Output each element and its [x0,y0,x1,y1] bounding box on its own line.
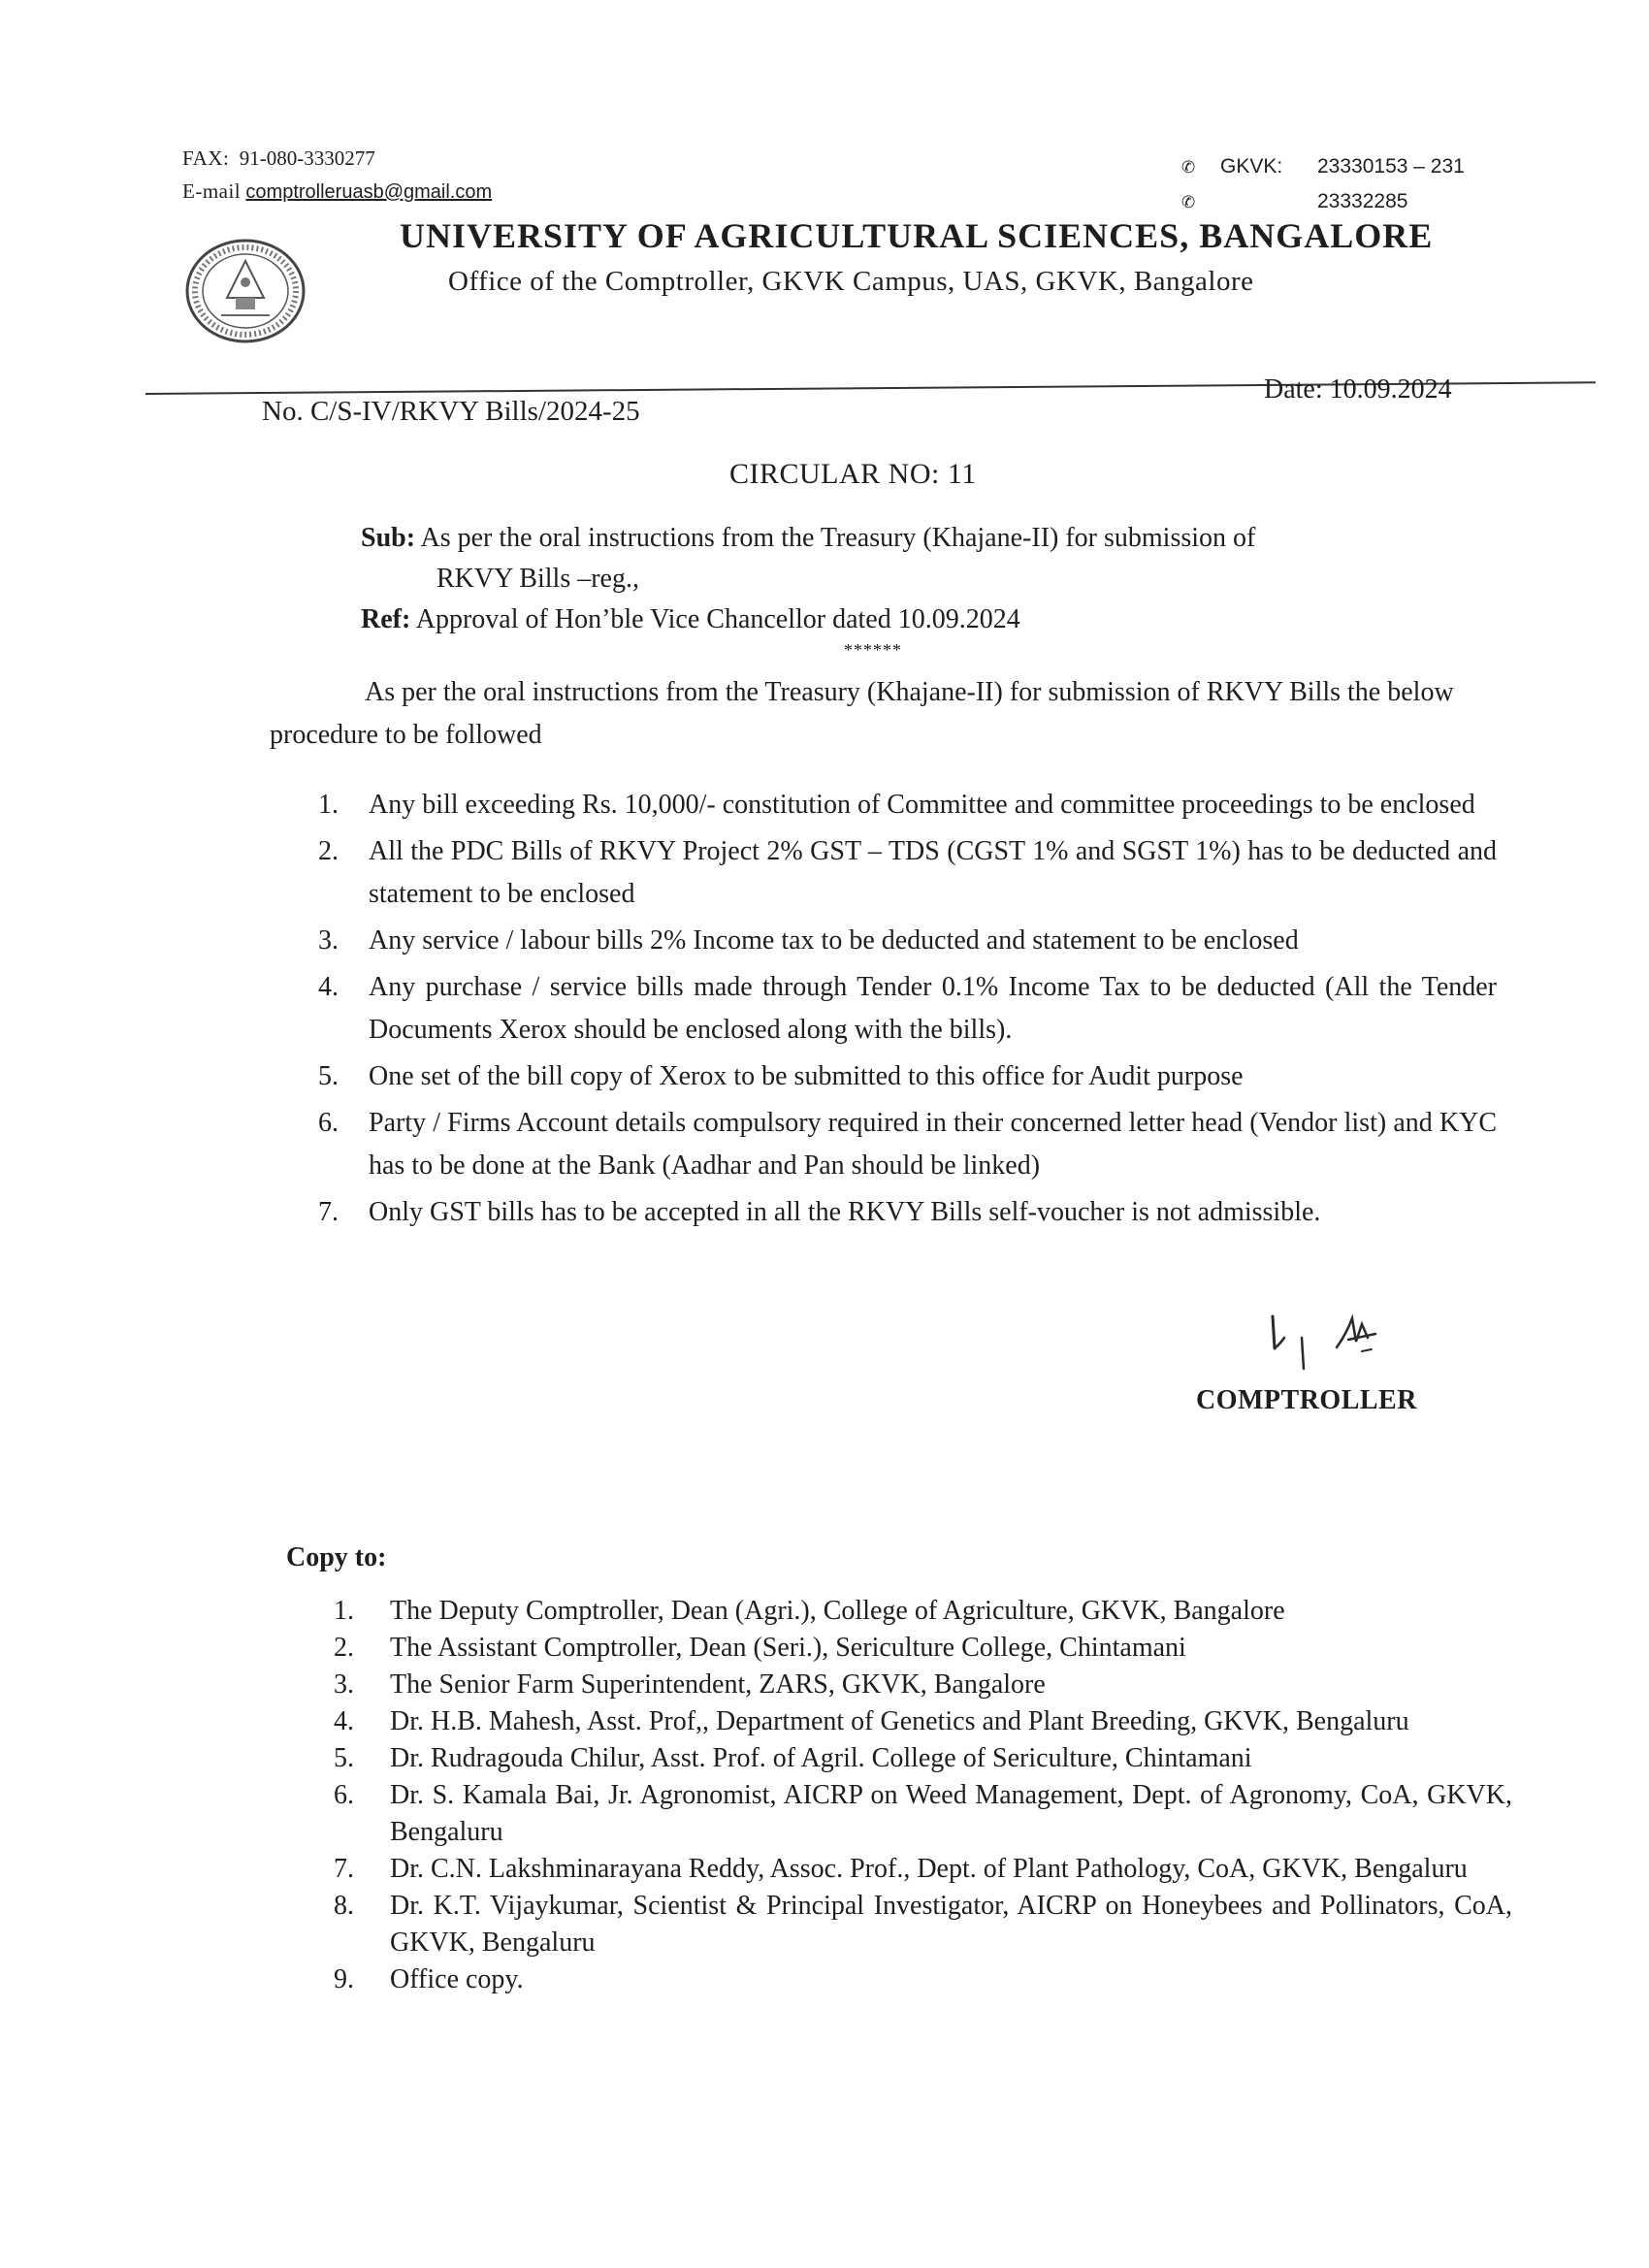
phone-icon: ✆ [1181,193,1196,211]
copy-to-list [334,1593,1512,1998]
phone-row-1 [1181,149,1560,184]
signature-mark [1261,1305,1406,1382]
date-label: Date: [1264,374,1323,405]
intro-paragraph: As per the oral instructions from the Treasury (Khajane-II) for submission of RKVY Bills the below procedure to be followed [270,677,1454,750]
circular-title: CIRCULAR NO: 11 [729,458,977,490]
list-item: 1. The Deputy Comptroller, Dean (Agri.), College of Agriculture, GKVK, Bangalore [334,1596,1285,1626]
date-value: 10.09.2024 [1329,374,1452,405]
phone-row-2 [1181,184,1560,219]
subject-block [361,518,1476,640]
list-item: 4. Dr. H.B. Mahesh, Asst. Prof,, Department of Genetics and Plant Breeding, GKVK, Bengaluru [334,1706,1409,1736]
copy-to-label: Copy to: [286,1542,387,1572]
list-item: 6. Party / Firms Account details compulsory required in their concerned letter head (Vendor list) and KYC has to be done at the Bank (Aadhar and Pan should be linked) [318,1108,1497,1181]
signatory-designation: COMPTROLLER [1196,1385,1417,1415]
email-link[interactable]: comptrolleruasb@gmail.com [245,181,493,203]
list-item: 6. Dr. S. Kamala Bai, Jr. Agronomist, AICRP on Weed Management, Dept. of Agronomy, CoA, GKVK, Bengaluru [334,1780,1512,1847]
phone-label: GKVK: [1220,155,1283,178]
phone-icon: ✆ [1181,158,1196,177]
list-item: 2. The Assistant Comptroller, Dean (Seri.), Sericulture College, Chintamani [334,1633,1186,1663]
list-item: 3. The Senior Farm Superintendent, ZARS, GKVK, Bangalore [334,1669,1046,1700]
list-item: 5. One set of the bill copy of Xerox to be submitted to this office for Audit purpose [318,1061,1244,1091]
list-item: 9. Office copy. [334,1964,524,1994]
procedure-list [318,784,1497,1238]
ref-text: Approval of Hon’ble Vice Chancellor dated 10.09.2024 [415,604,1020,634]
list-item: 1. Any bill exceeding Rs. 10,000/- constitution of Committee and committee proceedings to be enclosed [318,790,1475,820]
list-item: 8. Dr. K.T. Vijaykumar, Scientist & Principal Investigator, AICRP on Honeybees and Pollinators, CoA, GKVK, Bengaluru [334,1891,1512,1958]
list-item: 7. Only GST bills has to be accepted in all the RKVY Bills self-voucher is not admissible. [318,1197,1321,1227]
university-seal-icon [182,238,308,344]
date-line [1264,374,1452,405]
phone-number-1: 23330153 – 231 [1317,155,1465,178]
list-item: 3. Any service / labour bills 2% Income tax to be deducted and statement to be enclosed [318,925,1299,956]
office-subtitle: Office of the Comptroller, GKVK Campus, UAS, GKVK, Bangalore [448,266,1254,297]
email-line [182,175,492,209]
ref-label: Ref: [361,604,411,634]
fax-line [182,142,492,175]
phone-number-2: 23332285 [1317,190,1408,212]
phone-block [1181,149,1560,219]
subject-label: Sub: [361,523,416,553]
fax-value: 91-080-3330277 [239,146,375,170]
list-item: 2. All the PDC Bills of RKVY Project 2% GST – TDS (CGST 1% and SGST 1%) has to be deducted and statement to be enclosed [318,836,1497,909]
email-label: E-mail [182,179,242,203]
reference-line [361,599,1476,640]
contact-block [182,142,492,209]
university-title: UNIVERSITY OF AGRICULTURAL SCIENCES, BANGALORE [400,216,1434,255]
subject-text-2: RKVY Bills –reg., [436,564,639,594]
subject-line [361,518,1476,559]
reference-number: No. C/S-IV/RKVY Bills/2024-25 [262,396,640,427]
list-item: 5. Dr. Rudragouda Chilur, Asst. Prof. of Agril. College of Sericulture, Chintamani [334,1743,1252,1773]
list-item: 7. Dr. C.N. Lakshminarayana Reddy, Assoc. Prof., Dept. of Plant Pathology, CoA, GKVK, Bengaluru [334,1854,1468,1884]
separator-stars: ****** [844,640,902,660]
fax-label: FAX: [182,146,230,170]
subject-text-1: As per the oral instructions from the Treasury (Khajane-II) for submission of [420,523,1256,553]
list-item: 4. Any purchase / service bills made through Tender 0.1% Income Tax to be deducted (All the Tender Documents Xerox should be enclosed along with the bills). [318,972,1497,1045]
